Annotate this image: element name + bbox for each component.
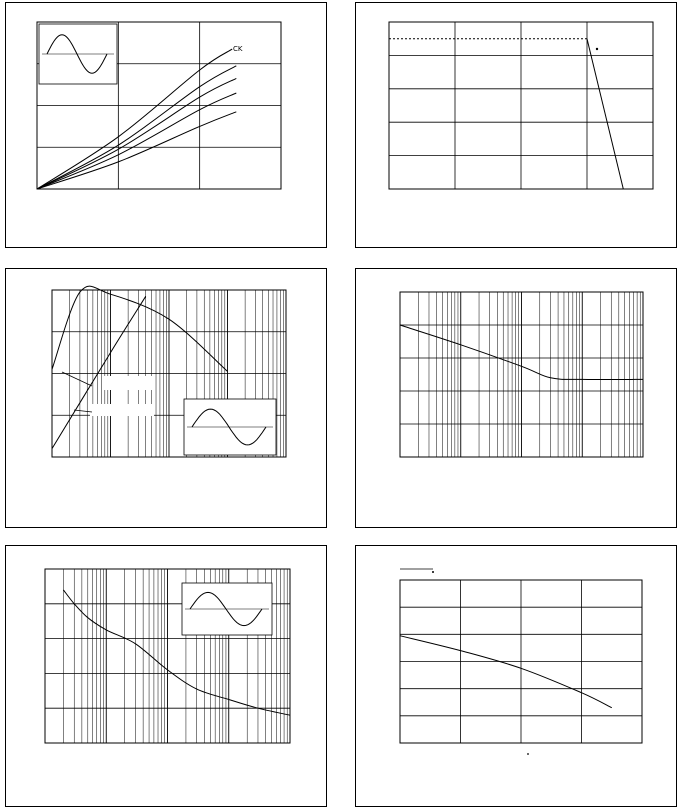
chart-top-right (389, 22, 653, 189)
series-line-2 (52, 296, 146, 448)
marker-dot (432, 571, 434, 573)
chart-bottom-left (45, 569, 290, 743)
chart-middle-left (52, 286, 286, 457)
leader-line (62, 372, 92, 386)
series-label-ck: CK (233, 45, 243, 53)
series-line-1 (400, 636, 612, 708)
series-line-1 (52, 286, 228, 371)
chart-bottom-right (400, 569, 642, 755)
marker-dot (596, 48, 598, 50)
marker-dot (527, 753, 529, 755)
label-mask (104, 376, 152, 390)
chart-top-left (37, 22, 281, 189)
leader-line (74, 410, 92, 412)
series-line-3 (37, 78, 236, 189)
label-mask (90, 404, 154, 416)
series-line-2 (587, 39, 623, 189)
chart-middle-right (400, 292, 643, 457)
